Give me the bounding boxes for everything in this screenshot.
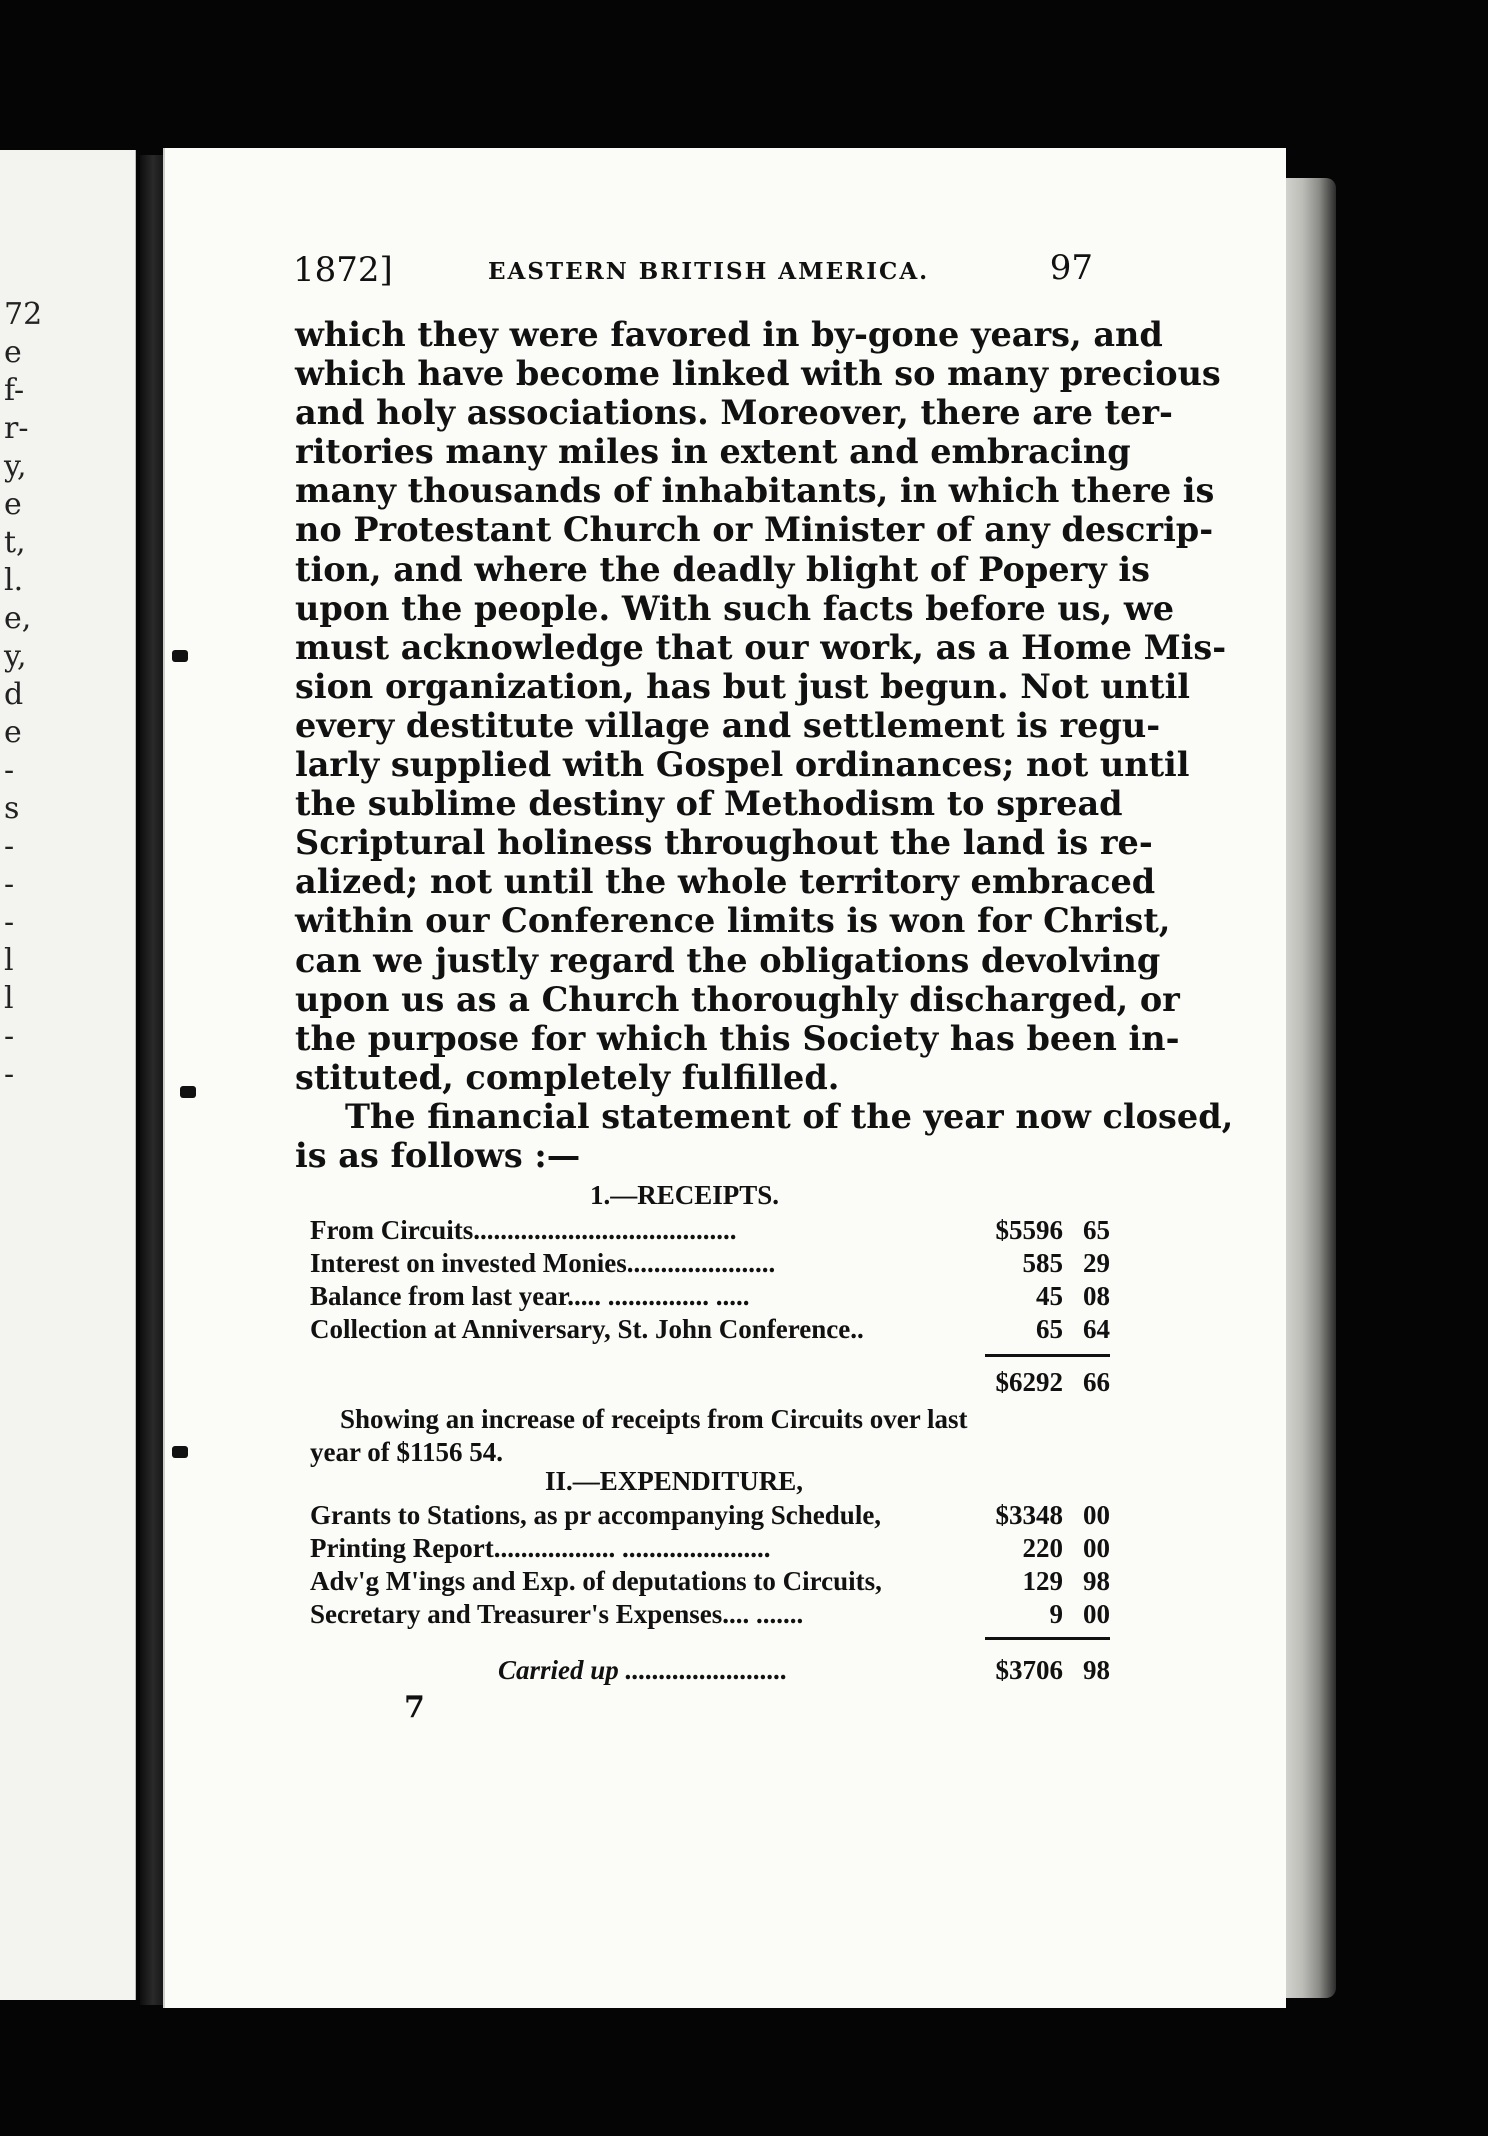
receipt-label: From Circuits....................................... (310, 1215, 737, 1245)
receipts-title: 1.—RECEIPTS. (590, 1180, 780, 1210)
page-number: 97 (1049, 248, 1093, 288)
receipt-dollars: $5596 (995, 1215, 1063, 1245)
left-page-fragment: e (4, 335, 22, 370)
text-line: stituted, completely fulfilled. (295, 1057, 840, 1097)
left-page-fragment: e, (4, 601, 32, 636)
expenditure-dollars: $3348 (995, 1500, 1063, 1530)
receipt-label: Balance from last year..... ............... ..... (310, 1281, 750, 1311)
receipt-dollars: 45 (1036, 1281, 1063, 1311)
left-page-fragment: l. (4, 563, 24, 598)
receipts-table (310, 1215, 1110, 1347)
text-line: The financial statement of the year now closed, (345, 1096, 1234, 1136)
left-page-fragment: l (4, 943, 14, 978)
expenditure-label: Adv'g M'ings and Exp. of deputations to Circuits, (310, 1566, 882, 1596)
expenditure-label: Printing Report.................. ...................... (310, 1533, 771, 1563)
text-line: and holy associations. Moreover, there are ter- (295, 393, 1173, 433)
margin-mark (172, 1446, 188, 1458)
left-page-fragment: - (4, 753, 15, 788)
left-page-fragment: 72 (4, 297, 43, 332)
expenditure-dollars: 129 (1022, 1566, 1063, 1596)
note-line: year of $1156 54. (310, 1437, 503, 1467)
left-page-fragment: - (4, 1057, 15, 1092)
text-line: larly supplied with Gospel ordinances; not until (295, 745, 1190, 785)
text-line: is as follows :— (295, 1135, 581, 1175)
expenditure-cents: 00 (1083, 1599, 1110, 1629)
expenditure-cents: 00 (1083, 1500, 1110, 1530)
text-line: which have become linked with so many precious (295, 354, 1221, 394)
carried-up-cents: 98 (1083, 1655, 1110, 1685)
text-line: within our Conference limits is won for Christ, (295, 901, 1171, 941)
note-line: Showing an increase of receipts from Circuits over last (340, 1404, 968, 1434)
text-line: ritories many miles in extent and embracing (295, 432, 1131, 472)
expenditure-label: Grants to Stations, as pr accompanying Schedule, (310, 1500, 882, 1530)
receipt-dollars: 585 (1022, 1248, 1063, 1278)
expenditure-table (310, 1500, 1110, 1632)
left-page-fragment: e (4, 715, 22, 750)
carried-up-label: Carried up ........................ (498, 1655, 788, 1685)
left-page-fragment: s (4, 791, 20, 826)
expenditure-dollars: 9 (1049, 1599, 1063, 1629)
running-header (293, 250, 1093, 300)
receipt-cents: 08 (1083, 1281, 1110, 1311)
expenditure-row (310, 1599, 1110, 1632)
expenditure-label: Secretary and Treasurer's Expenses.... ....... (310, 1599, 804, 1629)
signature-mark: 7 (404, 1690, 425, 1725)
carried-rule (985, 1637, 1110, 1640)
left-page-fragment: - (4, 1019, 15, 1054)
receipt-label: Interest on invested Monies...................... (310, 1248, 776, 1278)
left-page-fragment: - (4, 905, 15, 940)
carried-up-row (310, 1655, 1110, 1691)
left-page-fragment: e (4, 487, 22, 522)
left-page-fragment: - (4, 867, 15, 902)
text-line: many thousands of inhabitants, in which there is (295, 471, 1215, 511)
header-year: 1872] (293, 250, 393, 290)
expenditure-row (310, 1500, 1110, 1533)
carried-up-dollars: $3706 (995, 1655, 1063, 1685)
receipt-row (310, 1215, 1110, 1248)
text-line: can we justly regard the obligations devolving (295, 940, 1161, 980)
header-title: EASTERN BRITISH AMERICA. (488, 258, 930, 285)
expenditure-row (310, 1566, 1110, 1599)
expenditure-row (310, 1533, 1110, 1566)
expenditure-dollars: 220 (1022, 1533, 1063, 1563)
left-page-fragment: - (4, 829, 15, 864)
receipt-cents: 64 (1083, 1314, 1110, 1344)
text-line: sion organization, has but just begun. Not until (295, 666, 1191, 706)
total-rule (985, 1354, 1110, 1357)
left-page-fragment: f- (4, 373, 25, 408)
receipts-total-cents: 66 (1083, 1367, 1110, 1397)
receipt-row (310, 1281, 1110, 1314)
text-line: alized; not until the whole territory embraced (295, 862, 1156, 902)
left-page-fragment: r- (4, 411, 29, 446)
left-page-fragment: l (4, 981, 14, 1016)
expenditure-cents: 98 (1083, 1566, 1110, 1596)
text-line: the purpose for which this Society has been in- (295, 1018, 1180, 1058)
left-page-fragment: d (4, 677, 24, 712)
receipt-row (310, 1248, 1110, 1281)
text-line: which they were favored in by-gone years, and (295, 315, 1163, 354)
expenditure-title: II.—EXPENDITURE, (545, 1466, 804, 1496)
text-line: no Protestant Church or Minister of any descrip- (295, 510, 1214, 550)
margin-mark (172, 650, 188, 662)
expenditure-cents: 00 (1083, 1533, 1110, 1563)
receipt-cents: 65 (1083, 1215, 1110, 1245)
text-line: upon the people. With such facts before us, we (295, 588, 1175, 628)
page-stack-edge (1280, 178, 1336, 1998)
text-line: must acknowledge that our work, as a Home Mis- (295, 627, 1227, 667)
receipts-total (310, 1367, 1110, 1400)
margin-mark (180, 1086, 196, 1098)
body-text (295, 315, 1234, 1175)
text-line: Scriptural holiness throughout the land is re- (295, 823, 1153, 863)
left-page-fragment: y, (4, 639, 27, 674)
text-line: every destitute village and settlement is regu- (295, 705, 1161, 745)
left-page-fragment: y, (4, 449, 27, 484)
receipt-dollars: 65 (1036, 1314, 1063, 1344)
text-line: upon us as a Church thoroughly discharged, or (295, 979, 1180, 1019)
receipt-label: Collection at Anniversary, St. John Conference.. (310, 1314, 864, 1344)
text-line: the sublime destiny of Methodism to spread (295, 784, 1123, 824)
receipt-cents: 29 (1083, 1248, 1110, 1278)
left-page-fragment: t, (4, 525, 26, 560)
text-line: tion, and where the deadly blight of Popery is (295, 549, 1150, 589)
receipts-total-dollars: $6292 (995, 1367, 1063, 1397)
receipt-row (310, 1314, 1110, 1347)
increase-note (310, 1403, 1110, 1469)
